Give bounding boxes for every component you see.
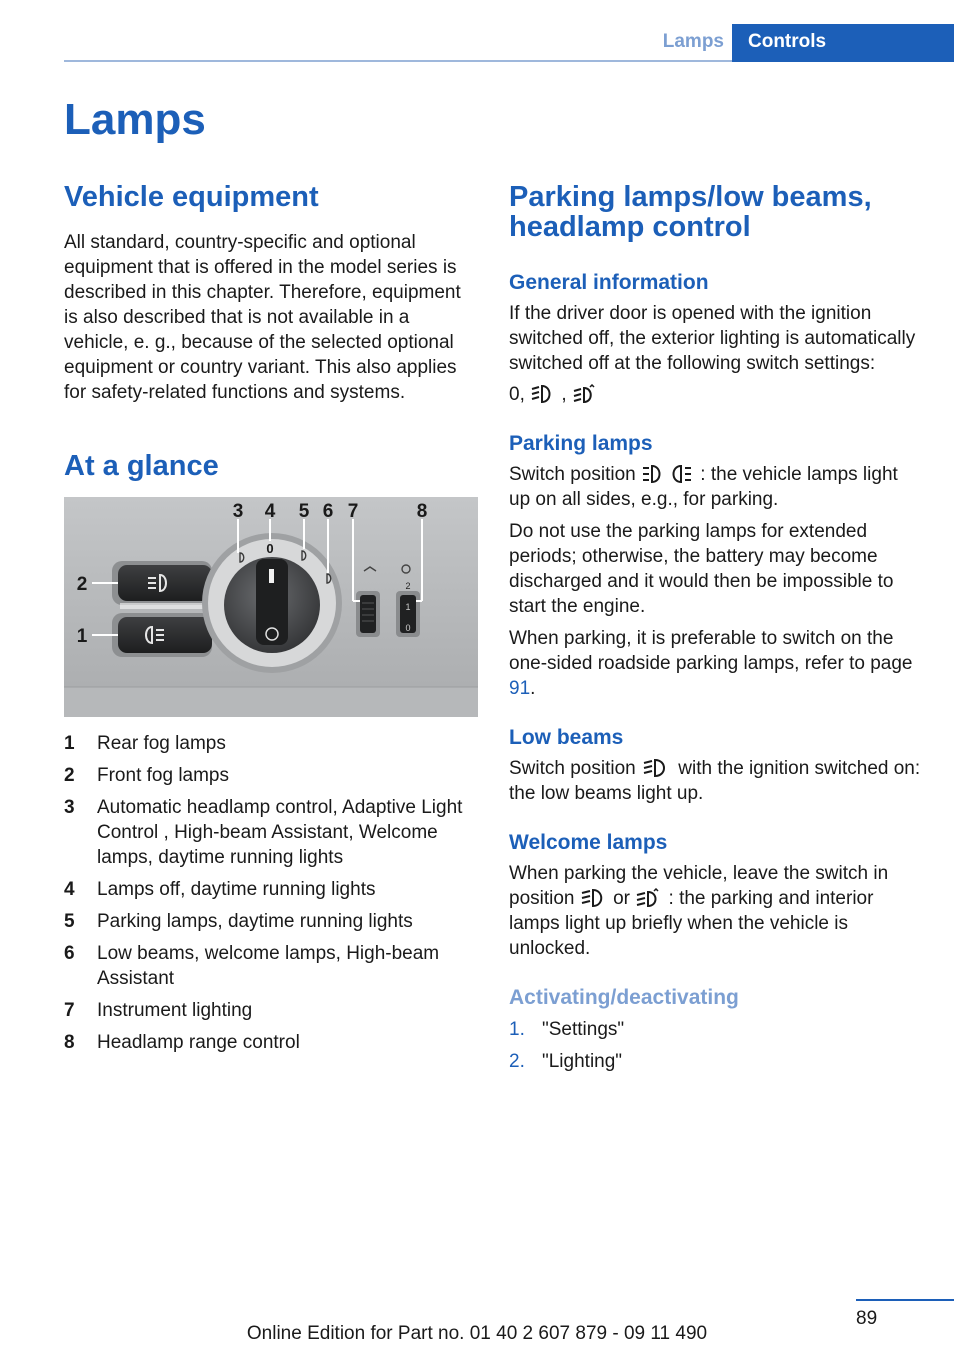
svg-text:0: 0: [405, 623, 411, 633]
callout-4: 4: [264, 501, 276, 522]
legend-item: 8 Headlamp range control: [64, 1032, 300, 1053]
page-number: 89: [856, 1308, 878, 1329]
parking-lamp-icon: [641, 464, 695, 484]
low-beam-icon: [530, 384, 556, 404]
legend-item: 5 Parking lamps, daytime running lights: [64, 911, 413, 932]
parking-lamps-p3: When parking, it is preferable to switch on the one-sided roadside parking lamps, refer to page 91.: [509, 628, 913, 699]
low-beams-body: Switch position with the ignition switched on: the low beams light up.: [509, 758, 921, 804]
callout-1: 1: [76, 626, 88, 647]
activating-steps: [509, 1017, 924, 1074]
right-column: [509, 182, 924, 1081]
svg-text:1: 1: [405, 602, 411, 612]
panel-bottom-edge: [64, 687, 478, 717]
legend-item: 4 Lamps off, daytime running lights: [64, 879, 376, 900]
parking-lamps-heading: Parking lamps: [509, 432, 653, 455]
general-information-heading: General information: [509, 271, 709, 294]
list-item: 2. "Lighting": [509, 1051, 623, 1072]
activating-heading: Activating/deactivating: [509, 986, 739, 1009]
callout-6: 6: [322, 501, 334, 522]
vehicle-equipment-heading: Vehicle equipment: [64, 181, 319, 213]
legend-item: 3 Automatic headlamp control, Adaptive Light Control , High-beam Assistant, Welcome lamps, daytime running lights: [64, 797, 463, 868]
callout-5: 5: [298, 501, 310, 522]
instrument-lighting-wheel: [360, 595, 376, 633]
rear-fog-button: [118, 617, 212, 653]
legend-item: 1 Rear fog lamps: [64, 733, 226, 754]
svg-text:2: 2: [405, 581, 411, 591]
footer-edition: Online Edition for Part no. 01 40 2 607 879 - 09 11 490: [246, 1323, 708, 1344]
low-beams-heading: Low beams: [509, 726, 624, 749]
legend-item: 6 Low beams, welcome lamps, High-beam Assistant: [64, 943, 440, 989]
list-item: 1. "Settings": [509, 1019, 625, 1040]
callout-3: 3: [232, 501, 244, 522]
vehicle-equipment-body: All standard, country-specific and optional equipment that is offered in the model series is described in this chapter. Therefore, equipment is also described that is not available in a vehicle, e. g., because of the selected optional equipment or country variant. This also applies for safety-related functions and systems.: [64, 232, 461, 403]
welcome-lamps-body: When parking the vehicle, leave the switch in position or : the parking and interior lamps light up briefly when the vehicle is unlocked.: [509, 863, 889, 959]
general-information-body: If the driver door is opened with the ignition switched off, the exterior lighting is automatically switched off at the following switch settings:: [509, 303, 916, 374]
at-a-glance-heading: At a glance: [64, 450, 219, 482]
header-section: Lamps: [662, 31, 724, 52]
header-chapter-tab: Controls: [732, 24, 954, 62]
light-switch-diagram: [64, 497, 478, 717]
callout-2: 2: [76, 574, 88, 595]
general-settings-line: 0, ,: [509, 382, 924, 407]
auto-headlamp-icon: [635, 888, 663, 908]
auto-headlamp-icon: [572, 384, 598, 404]
legend-item: 2 Front fog lamps: [64, 765, 229, 786]
figure-legend: [64, 731, 478, 1055]
callout-7: 7: [347, 501, 359, 522]
parking-lamps-p2: Do not use the parking lamps for extended periods; otherwise, the battery may become discharged and it would then be impossible to start the engine.: [509, 521, 894, 617]
page-reference-link[interactable]: 91: [509, 678, 531, 699]
low-beam-icon: [580, 888, 608, 908]
low-beam-icon: [641, 758, 673, 778]
left-column: [64, 182, 478, 1062]
light-switch-figure: [64, 497, 478, 717]
page-title: Lamps: [64, 95, 206, 144]
knob-mark-0: 0: [266, 541, 274, 556]
legend-item: 7 Instrument lighting: [64, 1000, 253, 1021]
page-number-rule: [856, 1299, 954, 1301]
callout-8: 8: [416, 501, 428, 522]
parking-low-heading: Parking lamps/low beams, headlamp control: [509, 181, 872, 243]
welcome-lamps-heading: Welcome lamps: [509, 831, 668, 854]
parking-lamps-p1: Switch position : the vehicle lamps light up on all sides, e.g., for parking.: [509, 464, 898, 510]
